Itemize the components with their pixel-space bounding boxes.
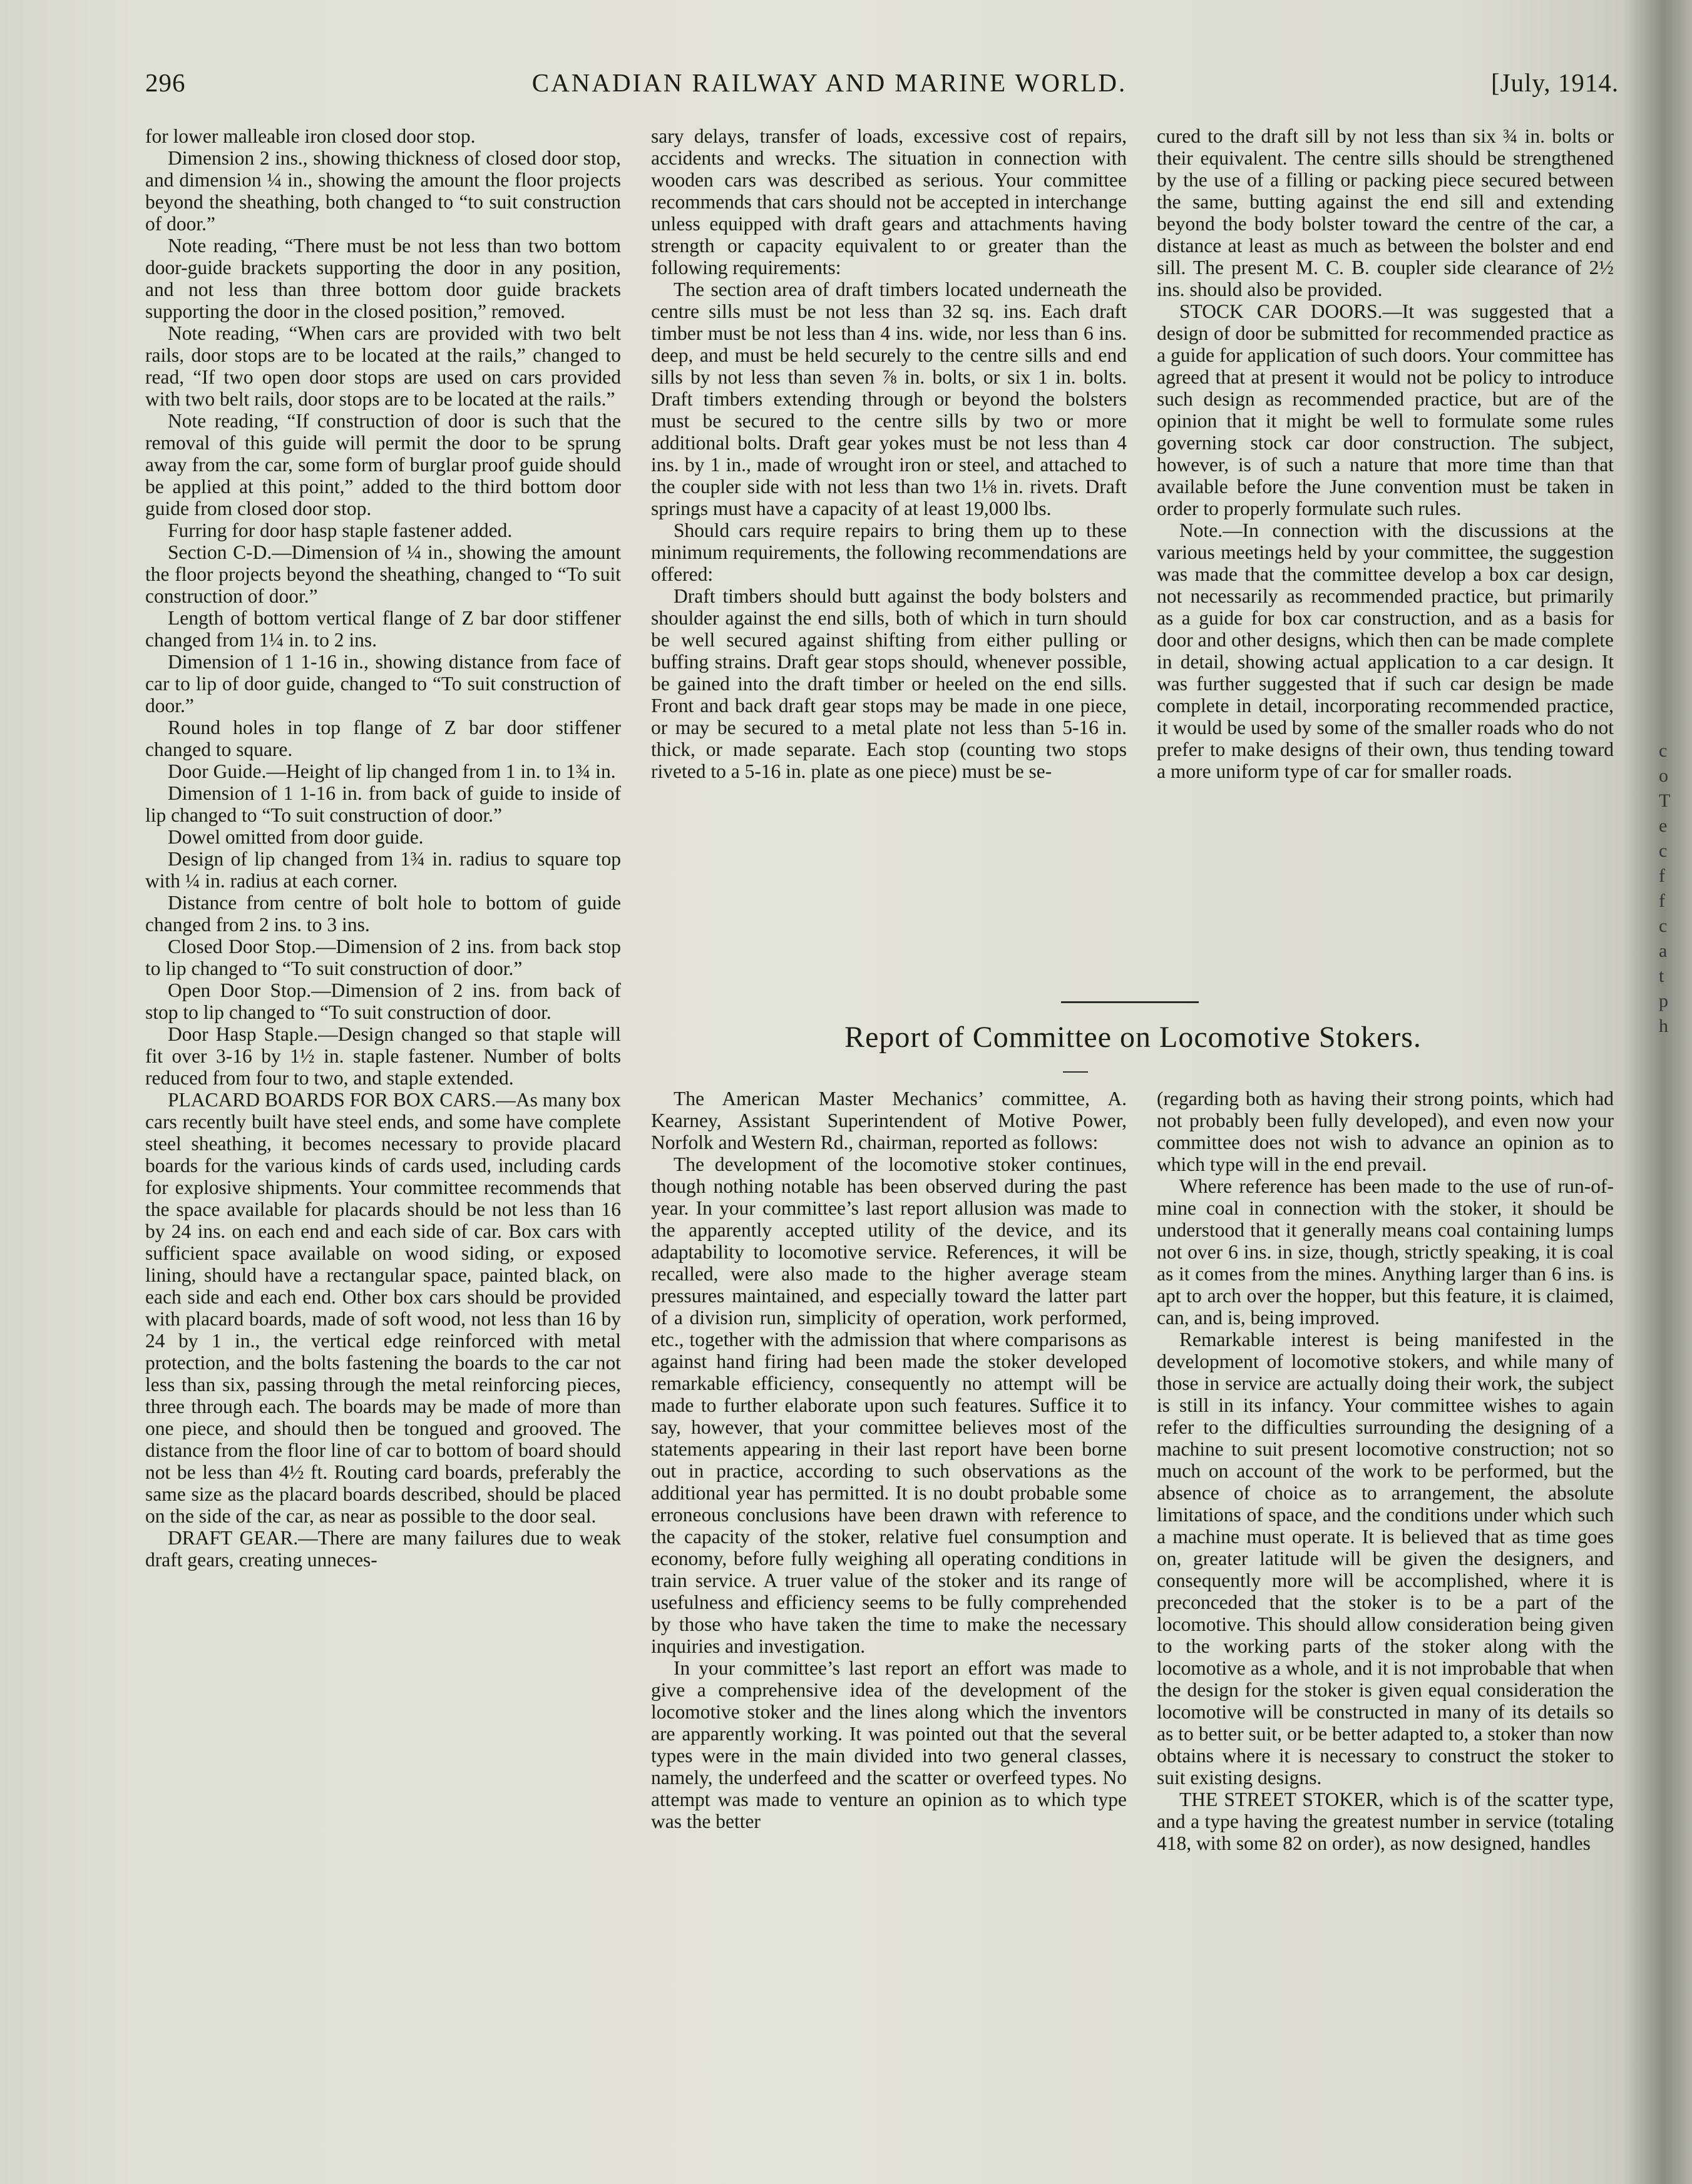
paragraph: Door Guide.—Height of lip changed from 1 in. to 1¾ in.	[168, 760, 616, 782]
paragraph: Dimension 2 ins., showing thickness of closed door stop, and dimension ¼ in., showing the amount the floor projects beyond the sheathing, both changed to “to suit construction of door.”	[145, 147, 621, 235]
paragraph: Round holes in top flange of Z bar door stiffener changed to square.	[145, 717, 621, 760]
paragraph: Draft timbers should butt against the body bolsters and shoulder against the end sills, both of which in turn should be well secured against shifting from either pulling or buffing strains. Draft gear stops should, whenever possible, be gained into the draft timber or heeled on the end sills. Front and back draft gear stops may be made in one piece, or may be secured to a metal plate not less than 5-16 in. thick, or made separate. Each stop (counting two stops riveted to a 5-16 in. plate as one piece) must be se-	[651, 585, 1127, 782]
column-3	[1157, 125, 1614, 782]
paragraph: Should cars require repairs to bring them up to these minimum requirements, the following recommendations are offered:	[651, 519, 1127, 585]
paragraph: Design of lip changed from 1¾ in. radius to square top with ¼ in. radius at each corner.	[145, 848, 621, 892]
article-headline: Report of Committee on Locomotive Stokers.	[844, 1021, 1422, 1054]
paragraph: Note reading, “When cars are provided with two belt rails, door stops are to be located at the rails,” changed to read, “If two open door stops are used on cars provided with two belt rails, door stops are to be located at the rails.”	[145, 322, 621, 410]
paragraph: Open Door Stop.—Dimension of 2 ins. from back of stop to lip changed to “To suit construction of door.	[145, 979, 621, 1023]
column-1	[145, 125, 621, 1571]
edge-letter: h	[1659, 1016, 1668, 1036]
paragraph: Closed Door Stop.—Dimension of 2 ins. from back stop to lip changed to “To suit construction of door.”	[145, 936, 621, 979]
column-4	[651, 1088, 1127, 1832]
paragraph: The section area of draft timbers located underneath the centre sills must be not less than 32 sq. ins. Each draft timber must be not less than 4 ins. wide, nor less than 6 ins. deep, and must be held securely to the centre sills and end sills by not less than seven ⅞ in. bolts, or six 1 in. bolts. Draft timbers extending through or beyond the bolsters must be secured to the centre sills by two or more additional bolts. Draft gear yokes must be not less than 4 ins. by 1 in., made of wrought iron or steel, and attached to the coupler side with not less than two 1⅛ in. rivets. Draft springs must have a capacity of at least 19,000 lbs.	[651, 278, 1127, 519]
edge-letter: T	[1659, 790, 1671, 811]
edge-letter: c	[1659, 916, 1668, 936]
paragraph: Length of bottom vertical flange of Z bar door stiffener changed from 1¼ in. to 2 ins.	[145, 607, 621, 651]
paragraph: Note reading, “There must be not less than two bottom door-guide brackets supporting the door in any position, and not less than three bottom door guide brackets supporting the door in the closed position,” removed.	[145, 235, 621, 322]
facing-page-edge-text	[1659, 738, 1684, 1039]
paragraph: In your committee’s last report an effort was made to give a comprehensive idea of the development of the locomotive stoker and the lines along which the inventors are apparently working. It was pointed out that the several types were in the main divided into two general classes, namely, the underfeed and the scatter or overfeed types. No attempt was made to venture an opinion as to which type was the better	[651, 1657, 1127, 1832]
column-2	[651, 125, 1127, 782]
paragraph: Door Hasp Staple.—Design changed so that staple will fit over 3-16 by 1½ in. staple fastener. Number of bolts reduced from four to two, and staple extended.	[145, 1023, 621, 1089]
paragraph: Note.—In connection with the discussions at the various meetings held by your committee, the suggestion was made that the committee develop a box car design, not necessarily as recommended practice, but primarily as a guide for box car construction, and as a basis for door and other designs, which then can be made complete in detail, showing actual application to a car design. It was further suggested that if such car design be made complete in detail, incorporating recommended practice, it would be used by some of the smaller roads who do not prefer to make designs of their own, thus tending toward a more uniform type of car for smaller roads.	[1157, 519, 1614, 782]
edge-letter: f	[1659, 865, 1665, 886]
paragraph: THE STREET STOKER, which is of the scatter type, and a type having the greatest number in service (totaling 418, with some 82 on order), as now designed, handles	[1157, 1789, 1614, 1854]
edge-letter: f	[1659, 890, 1665, 911]
paragraph: Section C-D.—Dimension of ¼ in., showing the amount the floor projects beyond the sheathing, changed to “To suit construction of door.”	[145, 541, 621, 607]
edge-letter: c	[1659, 840, 1668, 861]
paragraph: Dowel omitted from door guide.	[168, 826, 424, 848]
issue-date: [July, 1914.	[1491, 68, 1619, 97]
paragraph: Remarkable interest is being manifested in the development of locomotive stokers, and while many of those in service are actually doing their work, the subject is still in its infancy. Your committee wishes to again refer to the difficulties surrounding the designing of a machine to suit present locomotive construction; not so much on account of the work to be performed, but the absence of choice as to arrangement, the absolute limitations of space, and the conditions under which such a machine must operate. It is believed that as time goes on, greater latitude will be given the designers, and consequently more will be accomplished, where it is preconceded that the stoker is to be a part of the locomotive. This should allow consideration being given to the working parts of the stoker along with the locomotive as a whole, and it is not improbable that when the design for the stoker is given equal consideration the locomotive will be constructed in many of its details so as to better suit, or be better adapted to, a stoker than now obtains where it is necessary to construct the stoker to suit existing designs.	[1157, 1329, 1614, 1789]
page-number: 296	[145, 68, 186, 97]
paragraph: Where reference has been made to the use of run-of-mine coal in connection with the stoker, it should be understood that it generally means coal containing lumps not over 6 ins. in size, though, strictly speaking, it is coal as it comes from the mines. Anything larger than 6 ins. is apt to arch over the hopper, but this feature, it is claimed, can, and is, being improved.	[1157, 1175, 1614, 1329]
paragraph: Furring for door hasp staple fastener added.	[168, 519, 513, 541]
paragraph: sary delays, transfer of loads, excessive cost of repairs, accidents and wrecks. The situation in connection with wooden cars was described as serious. Your committee recommends that cars should not be accepted in interchange unless equipped with draft gears and attachments having strength or capacity equivalent to or greater than the following requirements:	[651, 125, 1127, 278]
paragraph: STOCK CAR DOORS.—It was suggested that a design of door be submitted for recommended practice as a guide for application of such doors. Your committee has agreed that at present it would not be policy to introduce such design as recommended practice, but are of the opinion that it might be well to formulate some rules governing stock car door construction. The subject, however, is of such a nature that more time than that available before the June convention must be taken in order to properly formulate such rules.	[1157, 300, 1614, 519]
paragraph: for lower malleable iron closed door stop.	[145, 125, 476, 147]
edge-letter: o	[1659, 765, 1668, 786]
paragraph: Note reading, “If construction of door is such that the removal of this guide will permit the door to be sprung away from the car, some form of burglar proof guide should be applied at this point,” added to the third bottom door guide from closed door stop.	[145, 410, 621, 519]
edge-letter: a	[1659, 941, 1668, 961]
edge-letter: e	[1659, 815, 1668, 836]
section-divider	[1061, 1001, 1199, 1003]
headline-underline	[1063, 1071, 1088, 1073]
paragraph: cured to the draft sill by not less than six ¾ in. bolts or their equivalent. The centre sills should be strengthened by the use of a filling or packing piece secured between the same, butting against the end sill and extending beyond the body bolster toward the centre of the car, a distance at least as much as between the bolster and end sill. The present M. C. B. coupler side clearance of 2½ ins. should also be provided.	[1157, 125, 1614, 300]
column-5	[1157, 1088, 1614, 1854]
paragraph: The development of the locomotive stoker continues, though nothing notable has been observed during the past year. In your committee’s last report allusion was made to the apparently accepted utility of the device, and its adaptability to locomotive service. References, it will be recalled, were also made to the higher average steam pressures maintained, and especially toward the latter part of a division run, simplicity of operation, work performed, etc., together with the admission that where comparisons as against hand firing had been made the stoker developed remarkable efficiency, consequently no attempt will be made to further elaborate upon such features. Suffice it to say, however, that your committee believes most of the statements appearing in their last report have been borne out in practice, according to such observations as the additional year has permitted. It is no doubt probable some erroneous conclusions have been drawn with reference to the capacity of the stoker, relative fuel consumption and economy, before fully weighing all operating conditions in train service. A truer value of the stoker and its range of usefulness and efficiency seems to be fully comprehended by those who have taken the time to make the necessary inquiries and investigation.	[651, 1153, 1127, 1657]
paragraph: DRAFT GEAR.—There are many failures due to weak draft gears, creating unneces-	[145, 1527, 621, 1571]
paragraph: Distance from centre of bolt hole to bottom of guide changed from 2 ins. to 3 ins.	[145, 892, 621, 936]
paragraph: The American Master Mechanics’ committee, A. Kearney, Assistant Superintendent of Motive Power, Norfolk and Western Rd., chairman, reported as follows:	[651, 1088, 1127, 1153]
paragraph: PLACARD BOARDS FOR BOX CARS.—As many box cars recently built have steel ends, and some have complete steel sheathing, it becomes necessary to provide placard boards for the various kinds of cards used, including cards for explosive shipments. Your committee recommends that the space available for placards should be not less than 16 by 24 ins. on each end and each side of car. Box cars with sufficient space available on wood siding, or exposed lining, should have a rectangular space, painted black, on each side and each end. Other box cars should be provided with placard boards, made of soft wood, not less than 16 by 24 by 1 in., the vertical edge reinforced with metal protection, and the bolts fastening the boards to the car not less than six, passing through the metal reinforcing pieces, three through each. The boards may be made of more than one piece, and should then be tongued and grooved. The distance from the floor line of car to bottom of board should not be less than 4½ ft. Routing card boards, preferably the same size as the placard boards described, should be placed on the side of the car, as near as possible to the door seal.	[145, 1089, 621, 1527]
paragraph: Dimension of 1 1-16 in. from back of guide to inside of lip changed to “To suit construction of door.”	[145, 782, 621, 826]
edge-letter: p	[1659, 991, 1668, 1011]
publication-title: CANADIAN RAILWAY AND MARINE WORLD.	[531, 68, 1127, 97]
edge-letter: t	[1659, 966, 1664, 986]
binding-gutter	[1621, 0, 1692, 2184]
paragraph: (regarding both as having their strong points, which had not probably been fully developed), and even now your committee does not wish to advance an opinion as to which type will in the end prevail.	[1157, 1088, 1614, 1175]
edge-letter: c	[1659, 740, 1668, 761]
paragraph: Dimension of 1 1-16 in., showing distance from face of car to lip of door guide, changed to “To suit construction of door.”	[145, 651, 621, 717]
